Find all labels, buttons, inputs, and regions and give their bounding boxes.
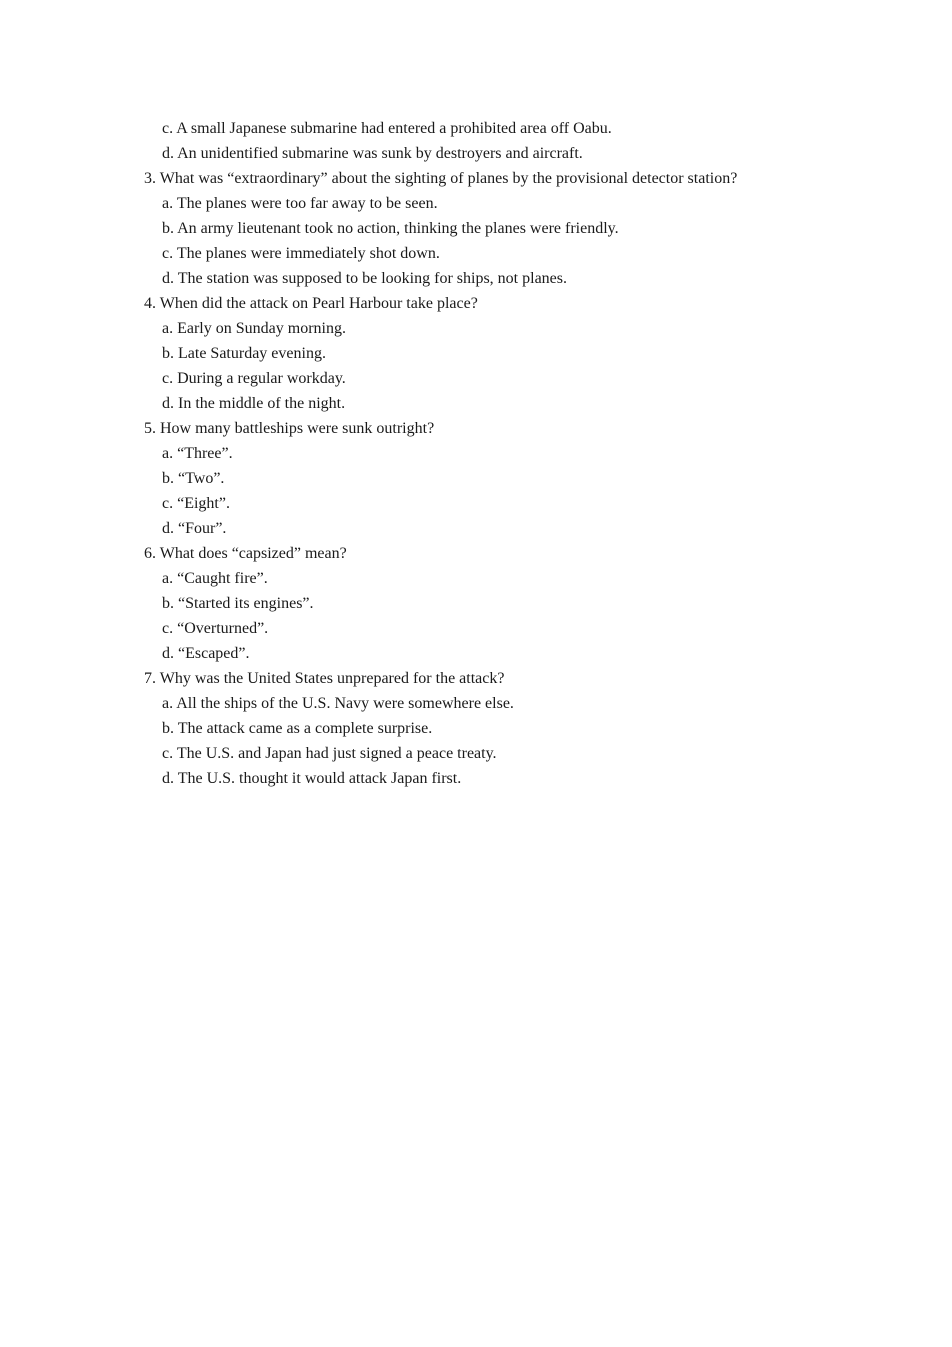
question-text: 3. What was “extraordinary” about the sighting of planes by the provisional detector station? — [144, 170, 738, 187]
option-c: c. The U.S. and Japan had just signed a peace treaty. — [162, 745, 497, 762]
option-a: a. All the ships of the U.S. Navy were somewhere else. — [162, 695, 514, 712]
question-text: 4. When did the attack on Pearl Harbour take place? — [144, 295, 478, 312]
option-c: c. During a regular workday. — [162, 370, 346, 387]
question-6 — [0, 541, 952, 666]
question-7 — [0, 666, 952, 791]
question-text: 6. What does “capsized” mean? — [144, 545, 347, 562]
option-c: c. A small Japanese submarine had entered a prohibited area off Oabu. — [162, 120, 612, 137]
option-a: a. Early on Sunday morning. — [162, 320, 346, 337]
question-text: 7. Why was the United States unprepared for the attack? — [144, 670, 505, 687]
option-c: c. “Eight”. — [162, 495, 230, 512]
option-c: c. “Overturned”. — [162, 620, 269, 637]
question-5 — [0, 416, 952, 541]
option-d: d. The U.S. thought it would attack Japan first. — [162, 770, 462, 787]
question-text: 5. How many battleships were sunk outright? — [144, 420, 435, 437]
option-b: b. “Started its engines”. — [162, 595, 314, 612]
option-a: a. The planes were too far away to be seen. — [162, 195, 438, 212]
option-a: a. “Three”. — [162, 445, 233, 462]
option-b: b. “Two”. — [162, 470, 225, 487]
option-d: d. The station was supposed to be looking for ships, not planes. — [162, 270, 567, 287]
option-d: d. “Four”. — [162, 520, 227, 537]
option-b: b. The attack came as a complete surprise. — [162, 720, 433, 737]
question-3 — [0, 166, 952, 291]
quiz-page — [0, 116, 952, 791]
option-b: b. Late Saturday evening. — [162, 345, 326, 362]
option-b: b. An army lieutenant took no action, thinking the planes were friendly. — [162, 220, 619, 237]
option-a: a. “Caught fire”. — [162, 570, 268, 587]
option-d: d. In the middle of the night. — [162, 395, 346, 412]
continued-options — [0, 116, 952, 166]
option-d: d. “Escaped”. — [162, 645, 250, 662]
option-c: c. The planes were immediately shot down. — [162, 245, 440, 262]
option-d: d. An unidentified submarine was sunk by destroyers and aircraft. — [162, 145, 583, 162]
question-4 — [0, 291, 952, 416]
